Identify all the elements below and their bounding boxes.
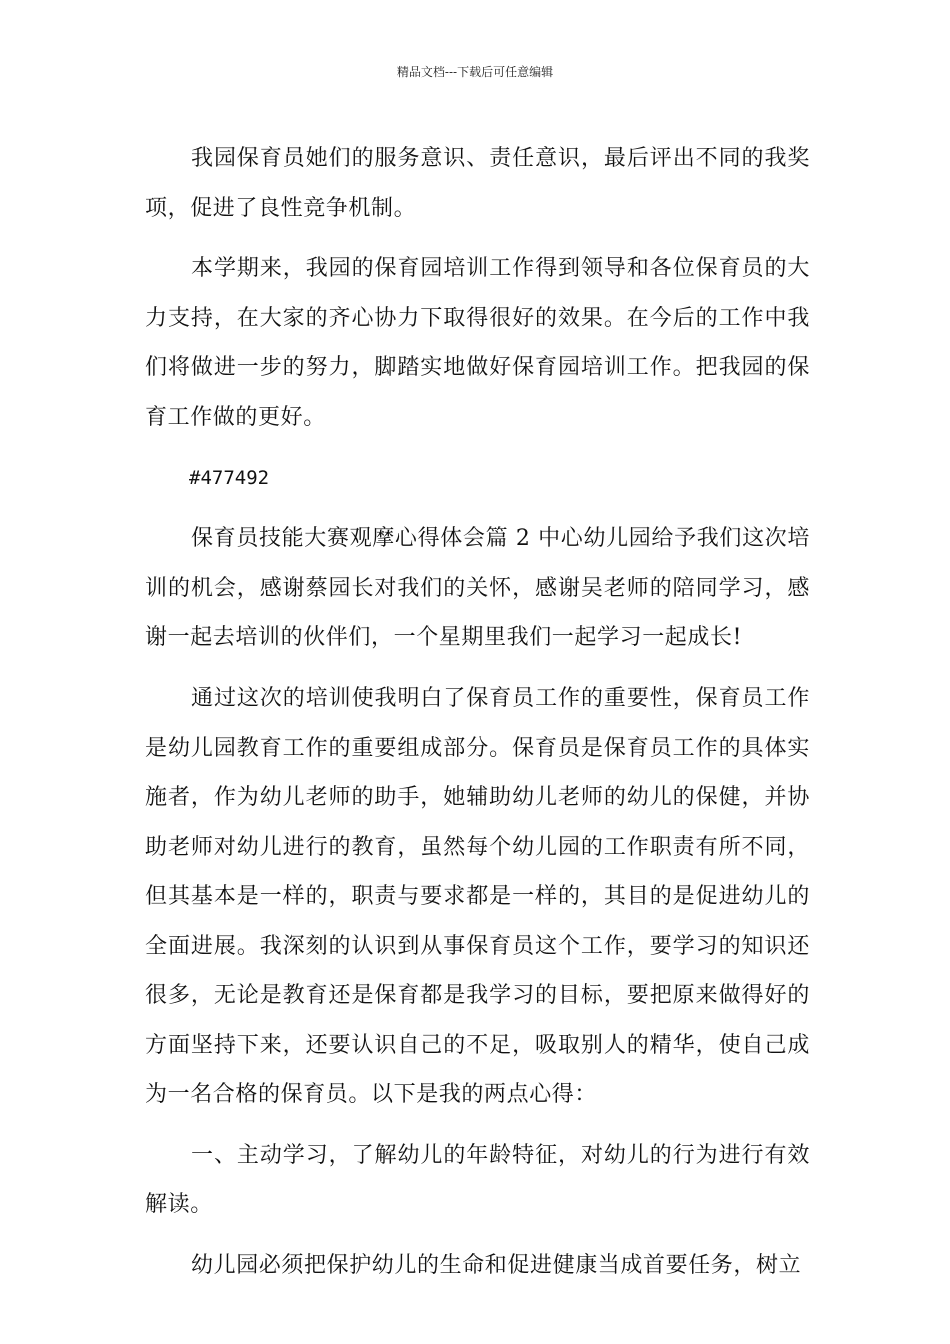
paragraph: 我园保育员她们的服务意识、责任意识，最后评出不同的我奖项，促进了良性竞争机制。 bbox=[145, 146, 810, 221]
paragraph: 保育员技能大赛观摩心得体会篇 2 中心幼儿园给予我们这次培训的机会，感谢蔡园长对我们的关怀，感谢吴老师的陪同学习，感谢一起去培训的伙伴们，一个星期里我们一起学习一起成长! bbox=[145, 526, 810, 651]
paragraph: 通过这次的培训使我明白了保育员工作的重要性，保育员工作是幼儿园教育工作的重要组成部分。保育员是保育员工作的具体实施者，作为幼儿老师的助手，她辅助幼儿老师的幼儿的保健，并协助老师对幼儿进行的教育，虽然每个幼儿园的工作职责有所不同，但其基本是一样的，职责与要求都是一样的，其目的是促进幼儿的全面进展。我深刻的认识到从事保育员这个工作，要学习的知识还很多，无论是教育还是保育都是我学习的目标，要把原来做得好的方面坚持下来，还要认识自己的不足，吸取别人的精华，使自己成为一名合格的保育员。以下是我的两点心得： bbox=[145, 686, 810, 1107]
page-header: 精品文档---下载后可任意编辑 bbox=[396, 65, 554, 79]
document-body bbox=[145, 134, 810, 1302]
section-heading: 一、主动学习，了解幼儿的年龄特征，对幼儿的行为进行有效解读。 bbox=[145, 1142, 810, 1218]
paragraph: 本学期来，我园的保育园培训工作得到领导和各位保育员的大力支持，在大家的齐心协力下取得很好的效果。在今后的工作中我们将做进一步的努力，脚踏实地做好保育园培训工作。把我园的保育工作做的更好。 bbox=[145, 256, 810, 430]
document-id: #477492 bbox=[189, 466, 270, 489]
paragraph: 幼儿园必须把保护幼儿的生命和促进健康当成首要任务，树立 bbox=[191, 1253, 802, 1278]
